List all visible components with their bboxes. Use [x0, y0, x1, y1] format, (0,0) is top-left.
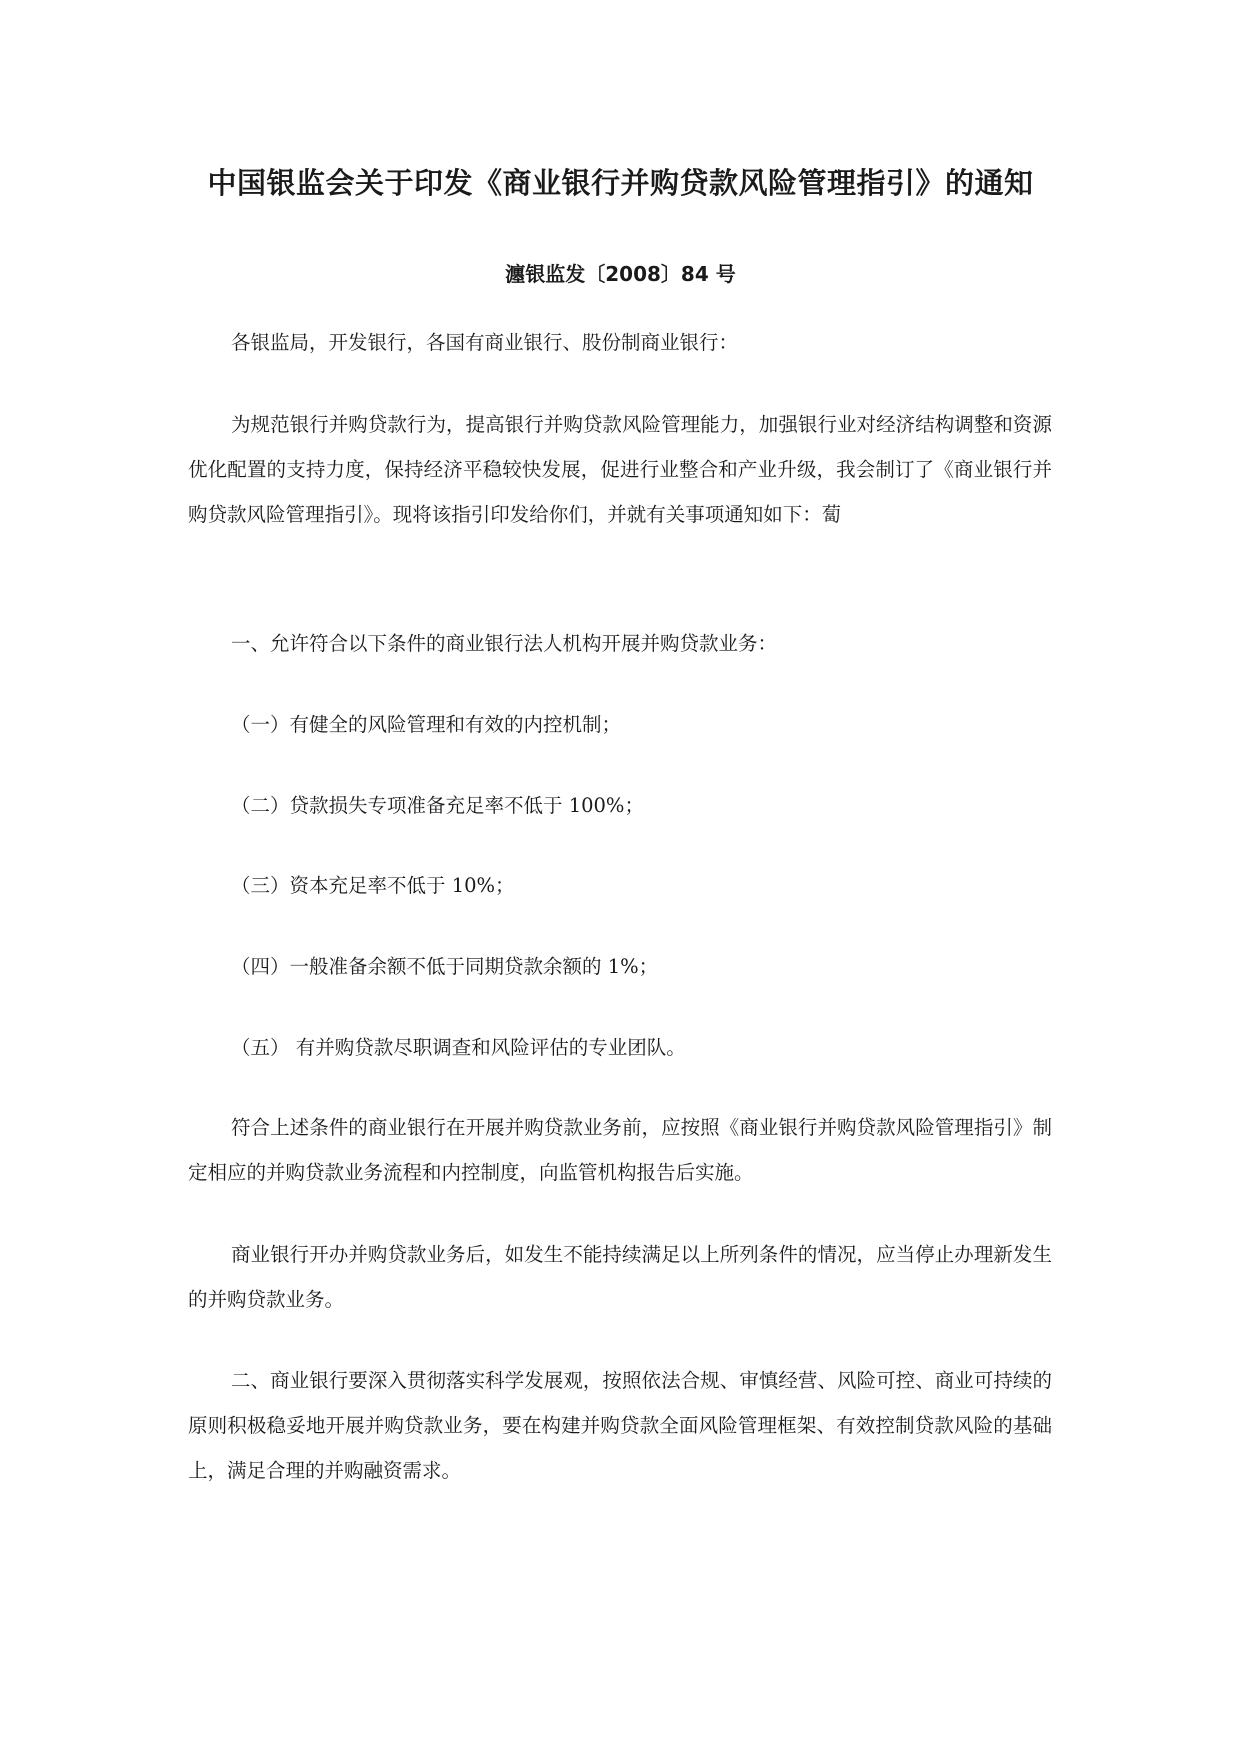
paragraph-preamble: 为规范银行并购贷款行为，提高银行并购贷款风险管理能力，加强银行业对经济结构调整和资源优化配置的支持力度，保持经济平稳较快发展，促进行业整合和产业升级，我会制订了《商业银行并购贷款风险管理指引》。现将该指引印发给你们，并就有关事项通知如下：蔔 — [188, 413, 1052, 526]
paragraph-item-4: （四）一般准备余额不低于同期贷款余额的 1%； — [231, 955, 659, 978]
paragraph-addressee: 各银监局，开发银行，各国有商业银行、股份制商业银行： — [231, 331, 739, 354]
page-title: 中国银监会关于印发《商业银行并购贷款风险管理指引》的通知 — [207, 166, 1034, 200]
document-number: 瀍银监发〔2008〕84 号 — [505, 262, 736, 286]
paragraph-item-2: （二）贷款损失专项准备充足率不低于 100%； — [231, 794, 644, 817]
paragraph-section-1: 一、允许符合以下条件的商业银行法人机构开展并购贷款业务： — [231, 632, 778, 655]
paragraph-item-5: （五） 有并购贷款尽职调查和风险评估的专业团队。 — [231, 1036, 686, 1059]
paragraph-stop-business: 商业银行开办并购贷款业务后，如发生不能持续满足以上所列条件的情况，应当停止办理新发生的并购贷款业务。 — [188, 1243, 1052, 1311]
paragraph-conditions-note: 符合上述条件的商业银行在开展并购贷款业务前，应按照《商业银行并购贷款风险管理指引》制定相应的并购贷款业务流程和内控制度，向监管机构报告后实施。 — [188, 1116, 1052, 1184]
paragraph-item-3: （三）资本充足率不低于 10%； — [231, 874, 515, 897]
paragraph-item-1: （一）有健全的风险管理和有效的内控机制； — [231, 713, 622, 736]
paragraph-section-2: 二、商业银行要深入贯彻落实科学发展观，按照依法合规、审慎经营、风险可控、商业可持续的原则积极稳妥地开展并购贷款业务，要在构建并购贷款全面风险管理框架、有效控制贷款风险的基础上，满足合理的并购融资需求。 — [188, 1369, 1052, 1482]
